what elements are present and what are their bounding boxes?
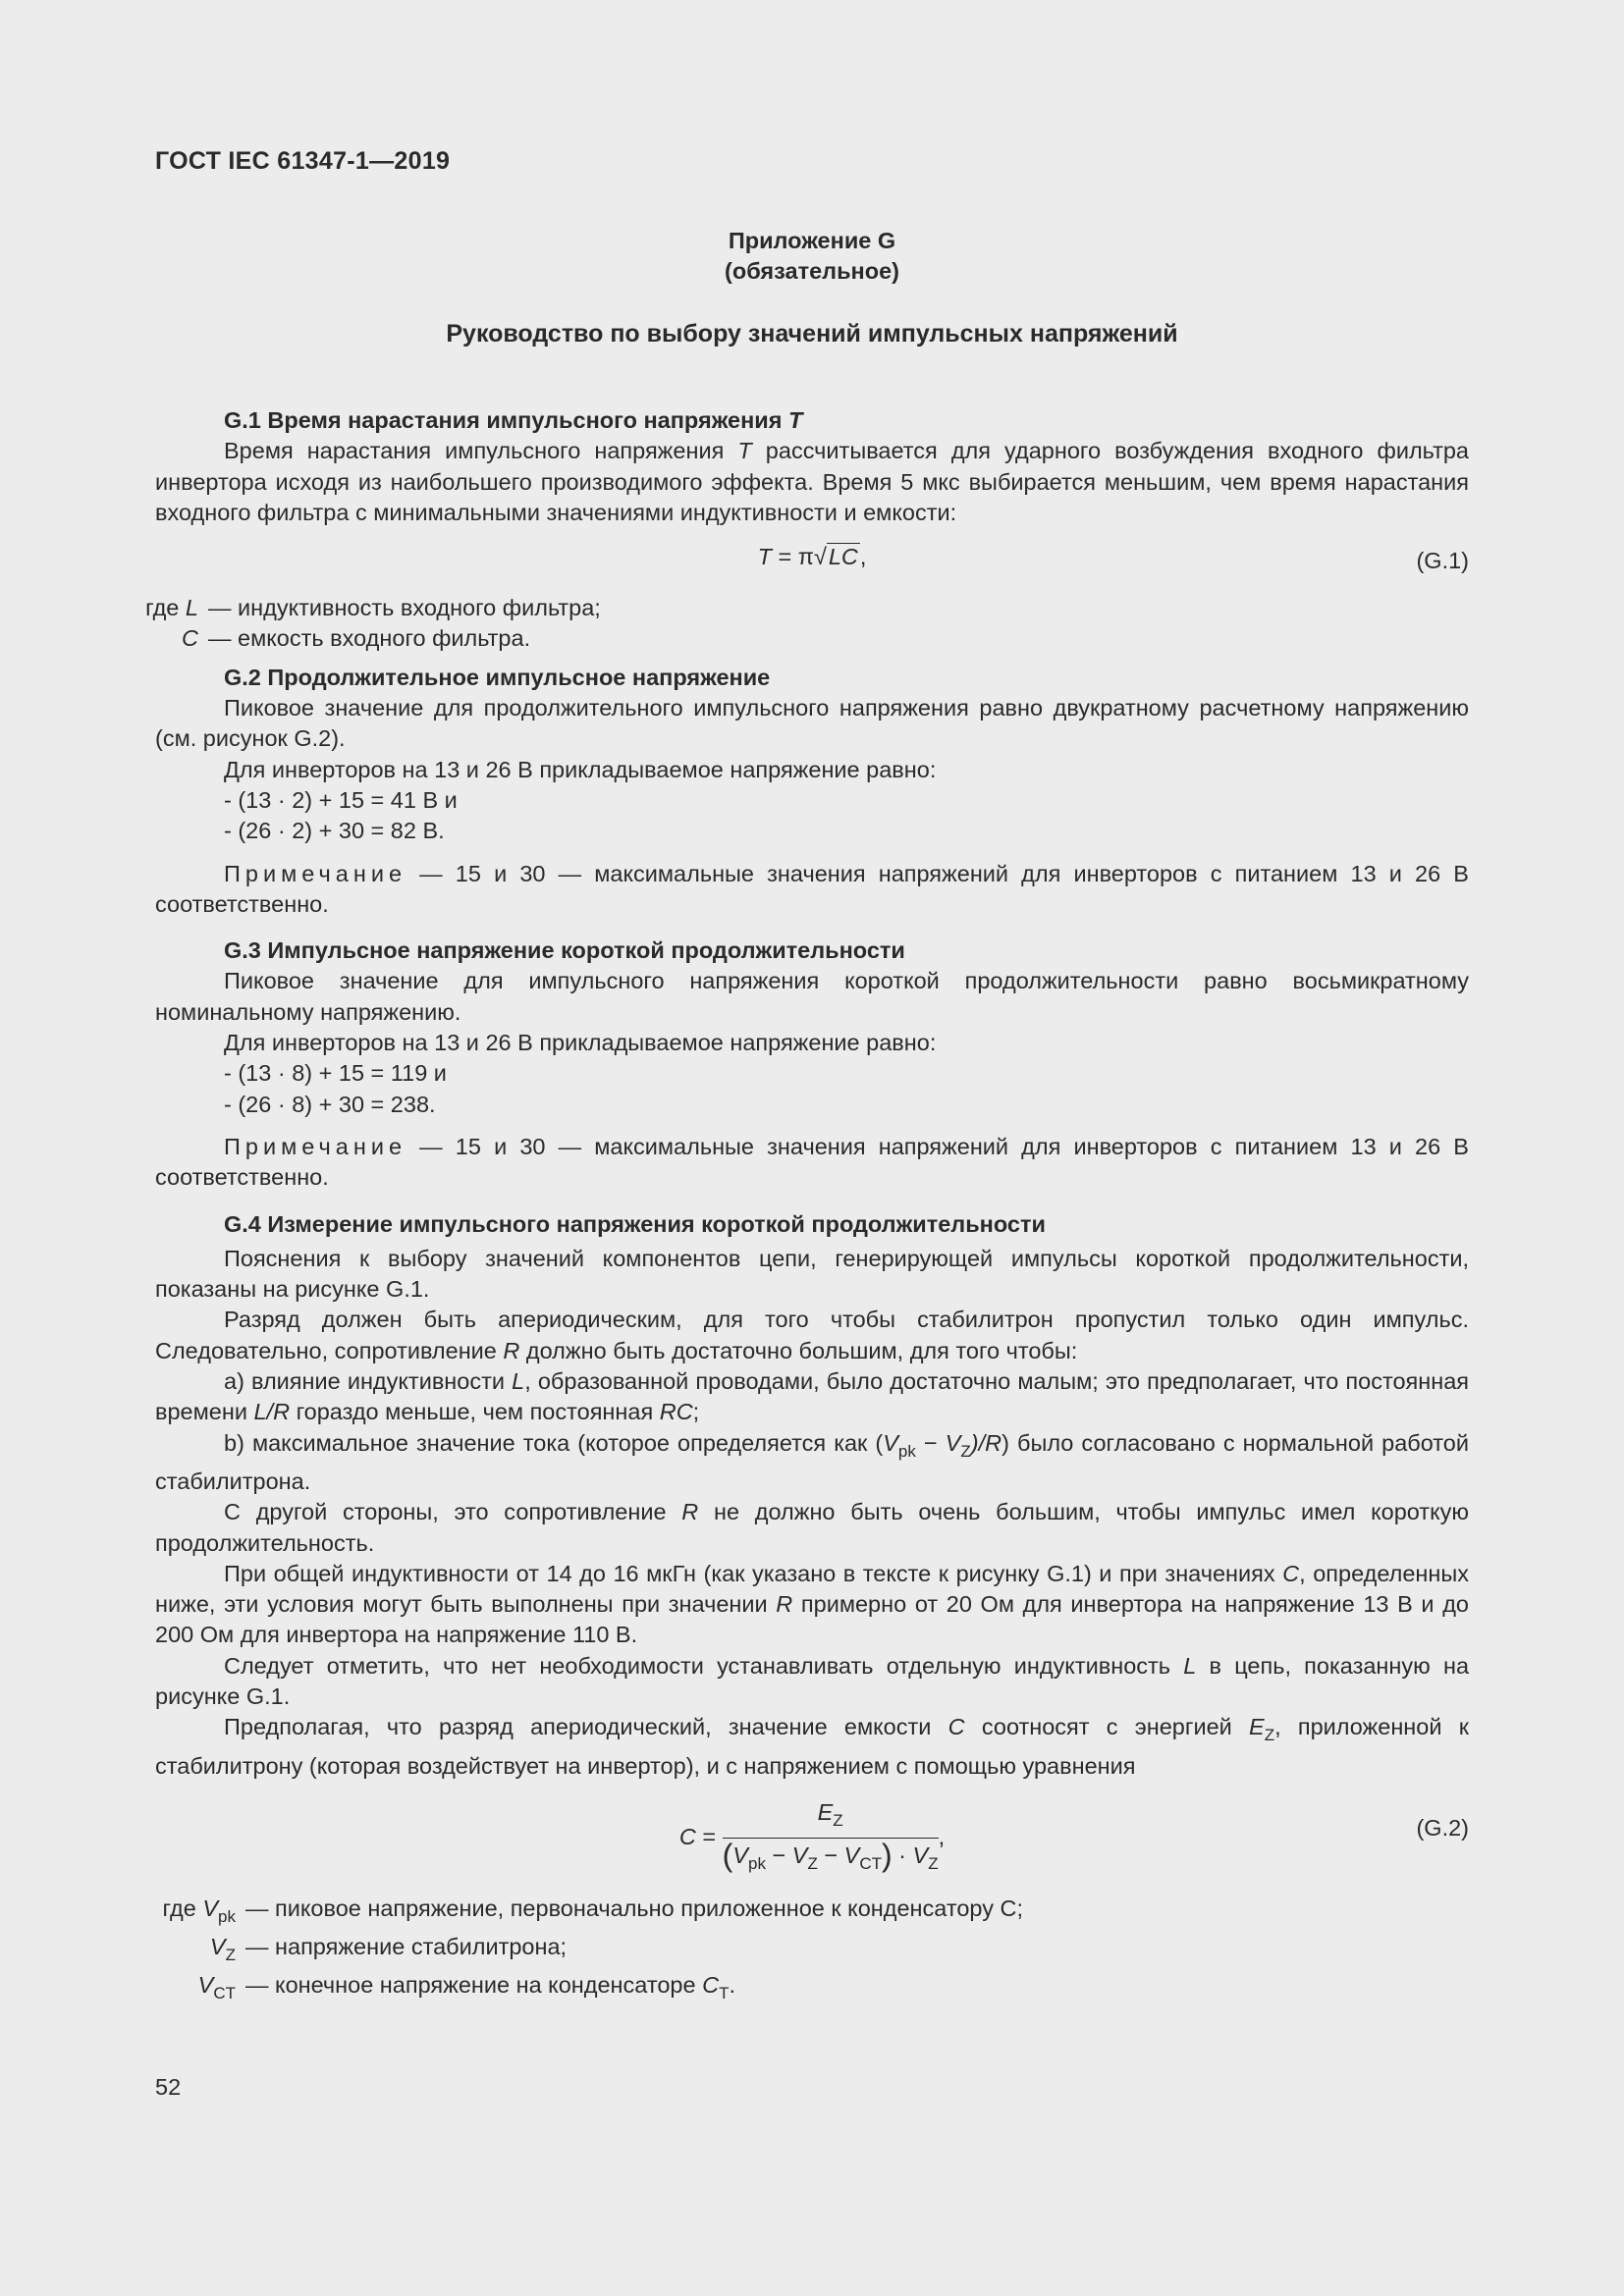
annex-heading: [155, 226, 1469, 287]
section-heading-g4: G.4 Измерение импульсного напряжения короткой продолжительности: [224, 1210, 1046, 1237]
formula-g1: [155, 532, 1469, 589]
list-item: - (26 · 2) + 30 = 82 В.: [224, 818, 445, 844]
paragraph: Предполагая, что разряд апериодический, значение емкости C соотносят с энергией $E_Z$, приложенной к стабилитрону (которая воздействует на инвертор), и с напряжением с помощью уравнения: [155, 1714, 1470, 1779]
fraction: [723, 1797, 939, 1880]
where-list: [0, 593, 1469, 655]
list-item: - (26 · 8) + 30 = 238.: [224, 1091, 436, 1117]
paragraph: b) максимальное значение тока (которое определяется как $(V_{pk} - V_Z)/R$) было согласовано с нормальной работой стабилитрона.: [155, 1429, 1469, 1494]
where-list: [0, 1894, 1469, 2009]
note: Примечание — 15 и 30 — максимальные значения напряжений для инверторов с питанием 13 и 26 В соответственно.: [155, 1133, 1469, 1191]
formula-expression: T = π√LC,: [757, 544, 867, 570]
where-item: C — емкость входного фильтра.: [182, 625, 531, 652]
annex-title: Руководство по выбору значений импульсных напряжений: [446, 320, 1178, 347]
paragraph: Следует отметить, что нет необходимости устанавливать отдельную индуктивность L в цепь, показанную на рисунке G.1.: [155, 1652, 1470, 1709]
where-item: где L — индуктивность входного фильтра;: [145, 595, 601, 621]
paragraph: С другой стороны, это сопротивление R не должно быть очень большим, чтобы импульс имел короткую продолжительность.: [155, 1499, 1469, 1556]
section-heading-g2: G.2 Продолжительное импульсное напряжение: [224, 664, 771, 690]
paragraph: Пиковое значение для импульсного напряжения короткой продолжительности равно восьмикратному номинальному напряжению.: [155, 968, 1469, 1025]
where-item: $V_{CT}$ — конечное напряжение на конденсаторе $C_T$.: [197, 1972, 735, 2003]
sqrt-sign: √: [813, 544, 827, 570]
list-item: - (13 · 2) + 15 = 41 В и: [224, 786, 458, 813]
paragraph: Разряд должен быть апериодическим, для того чтобы стабилитрон пропустил только один импульс. Следовательно, сопротивление R должно быть достаточно большим, для того чтобы:: [155, 1307, 1469, 1363]
paragraph: Для инверторов на 13 и 26 В прикладываемое напряжение равно:: [224, 756, 937, 782]
page-number: 52: [155, 2074, 182, 2100]
where-item: где $V_{pk}$ — пиковое напряжение, первоначально приложенное к конденсатору C;: [162, 1895, 1023, 1926]
document-body: [145, 398, 1470, 2009]
section-heading-g1: G.1 Время нарастания импульсного напряжения T: [224, 407, 803, 433]
annex-status: (обязательное): [725, 258, 899, 284]
formula-number: (G.2): [1416, 1814, 1469, 1841]
paragraph: Для инверторов на 13 и 26 В прикладываемое напряжение равно:: [224, 1030, 937, 1056]
formula-g2: [155, 1791, 1469, 1890]
where-item: $V_Z$ — напряжение стабилитрона;: [209, 1934, 568, 1965]
formula-expression: C = $\frac{E_Z}{(V_{pk} - V_Z - V_{CT}) \cdot V_Z}$ ,: [155, 1797, 1469, 1880]
paragraph: a) влияние индуктивности L, образованной проводами, было достаточно малым; это предполагает, что постоянная времени L/R гораздо меньше, чем постоянная RC;: [155, 1368, 1469, 1425]
section-heading-g3: G.3 Импульсное напряжение короткой продолжительности: [224, 937, 905, 964]
annex-name: Приложение G: [728, 228, 896, 253]
fraction-numerator: $E_Z$: [723, 1797, 939, 1839]
standard-code: ГОСТ IEC 61347-1—2019: [155, 147, 451, 175]
list-item: - (13 · 8) + 15 = 119 и: [224, 1060, 447, 1087]
paragraph: Пояснения к выбору значений компонентов цепи, генерирующей импульсы короткой продолжительности, показаны на рисунке G.1.: [155, 1245, 1469, 1303]
paragraph: Пиковое значение для продолжительного импульсного напряжения равно двукратному расчетному напряжению (см. рисунок G.2).: [155, 695, 1469, 752]
paragraph: Время нарастания импульсного напряжения T рассчитывается для ударного возбуждения входного фильтра инвертора исходя из наибольшего производимого эффекта. Время 5 мкс выбирается меньшим, чем время нарастания входного фильтра с минимальными значениями индуктивности и емкости:: [155, 438, 1469, 525]
formula-number: (G.1): [1416, 548, 1469, 574]
note: Примечание — 15 и 30 — максимальные значения напряжений для инверторов с питанием 13 и 26 В соответственно.: [155, 860, 1469, 917]
paragraph: При общей индуктивности от 14 до 16 мкГн (как указано в тексте к рисунку G.1) и при значениях C, определенных ниже, эти условия могут быть выполнены при значении R примерно от 20 Ом для инвертора на напряжение 13 В и до 200 Ом для инвертора на напряжение 110 В.: [155, 1560, 1469, 1648]
fraction-denominator: $(V_{pk} - V_Z - V_{CT}) \cdot V_Z$: [722, 1838, 939, 1874]
